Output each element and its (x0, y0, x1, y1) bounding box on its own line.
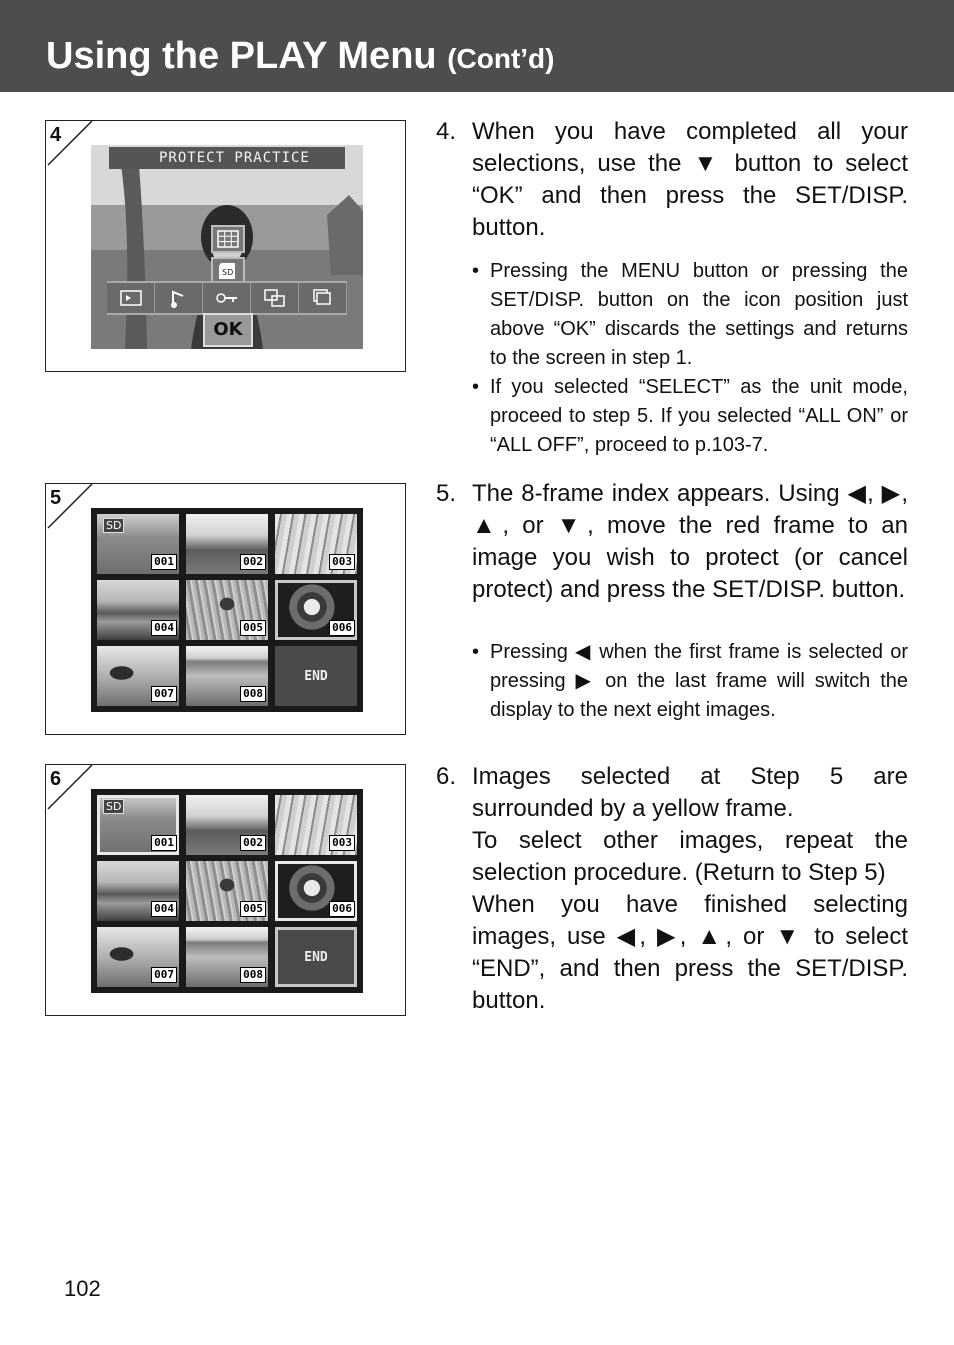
step-4-notes (472, 257, 908, 460)
step-number: 4. (436, 118, 457, 145)
step-5-notes (472, 638, 908, 725)
thumbnail-number: 002 (240, 835, 266, 851)
sd-badge: SD (103, 799, 124, 814)
figure-number: 5 (50, 487, 62, 509)
thumbnail[interactable] (186, 514, 268, 574)
thumbnail-number: 001 (151, 835, 177, 851)
thumbnail-number: 004 (151, 901, 177, 917)
page-title (46, 34, 554, 81)
thumbnail-selected[interactable] (275, 861, 357, 921)
thumbnail-selected-frame[interactable] (275, 580, 357, 640)
note-item: • Pressing the MENU button or pressing the SET/DISP. button on the icon position just above “OK” discards the settings and returns to the screen in step 1. (472, 257, 908, 373)
step-number: 5. (436, 480, 457, 507)
figure-step-4 (45, 120, 406, 372)
step-text: When you have completed all your selections, use the ▼ button to select “OK” and then press the SET/DISP. button. (472, 118, 908, 241)
copy-icon[interactable] (251, 283, 299, 313)
note-item: • Pressing ◀ when the first frame is selected or pressing ▶ on the last frame will switch the display to the next eight images. (472, 638, 908, 725)
thumbnail-number: 005 (240, 620, 266, 636)
step-text: When you have finished selecting images, use ◀, ▶, ▲, or ▼ to select “END”, and then press the SET/DISP. button. (472, 891, 908, 1014)
title-subtitle: (Cont’d) (447, 43, 555, 74)
figure-step-5 (45, 483, 406, 735)
thumbnail[interactable] (97, 861, 179, 921)
figure-number: 6 (50, 768, 62, 790)
thumbnail-grid (97, 514, 357, 706)
thumbnail[interactable] (275, 514, 357, 574)
step-number: 6. (436, 763, 457, 790)
end-button[interactable] (275, 927, 357, 987)
thumbnail-number: 006 (329, 901, 355, 917)
step-6 (436, 761, 908, 1017)
end-button[interactable] (275, 646, 357, 706)
thumbnail[interactable] (97, 646, 179, 706)
title-main: Using the PLAY Menu (46, 35, 437, 77)
thumbnail[interactable] (186, 646, 268, 706)
thumbnail[interactable] (186, 795, 268, 855)
thumbnail[interactable] (186, 580, 268, 640)
note-item: • If you selected “SELECT” as the unit mode, proceed to step 5. If you selected “ALL ON” or “ALL OFF”, proceed to p.103-7. (472, 373, 908, 460)
key-icon[interactable] (203, 283, 251, 313)
svg-text:SD: SD (222, 268, 234, 277)
thumbnail-number: 003 (329, 554, 355, 570)
thumbnail-number: 007 (151, 686, 177, 702)
thumbnail-number: 006 (329, 620, 355, 636)
submenu-icon-column (211, 225, 247, 289)
end-label: END (304, 668, 328, 684)
thumbnail[interactable] (186, 861, 268, 921)
thumbnail-number: 004 (151, 620, 177, 636)
ok-button[interactable]: OK (203, 313, 253, 347)
thumbnail-selected[interactable] (97, 795, 179, 855)
thumbnail-number: 002 (240, 554, 266, 570)
thumbnail[interactable] (97, 580, 179, 640)
thumbnail-number: 005 (240, 901, 266, 917)
end-label: END (304, 949, 328, 965)
step-text: Images selected at Step 5 are surrounded by a yellow frame. (472, 763, 908, 822)
stack-icon[interactable] (299, 283, 347, 313)
camera-screen-index (91, 789, 363, 993)
thumbnail-number: 007 (151, 967, 177, 983)
step-4 (436, 116, 908, 244)
thumbnail-grid (97, 795, 357, 987)
sd-badge: SD (103, 518, 124, 533)
thumbnail-number: 008 (240, 967, 266, 983)
thumbnail-number: 001 (151, 554, 177, 570)
thumbnail-number: 003 (329, 835, 355, 851)
figure-number: 4 (50, 124, 62, 146)
menu-title-bar: PROTECT PRACTICE (109, 147, 345, 169)
slideshow-icon[interactable] (107, 283, 155, 313)
index-grid-icon[interactable] (211, 225, 245, 253)
camera-screen-index (91, 508, 363, 712)
thumbnail[interactable] (97, 514, 179, 574)
page-number: 102 (64, 1276, 101, 1301)
figure-step-6 (45, 764, 406, 1016)
thumbnail-number: 008 (240, 686, 266, 702)
step-text: The 8-frame index appears. Using ◀, ▶, ▲, or ▼, move the red frame to an image you wish to protect (or cancel protect) and press the SET/DISP. button. (472, 480, 908, 603)
play-menu-icon-row (107, 281, 347, 315)
thumbnail[interactable] (186, 927, 268, 987)
camera-screen-protect-menu (91, 145, 363, 349)
page-header (0, 0, 954, 92)
thumbnail[interactable] (275, 795, 357, 855)
step-5 (436, 478, 908, 606)
sound-icon[interactable] (155, 283, 203, 313)
step-text: To select other images, repeat the selection procedure. (Return to Step 5) (472, 827, 908, 886)
thumbnail[interactable] (97, 927, 179, 987)
